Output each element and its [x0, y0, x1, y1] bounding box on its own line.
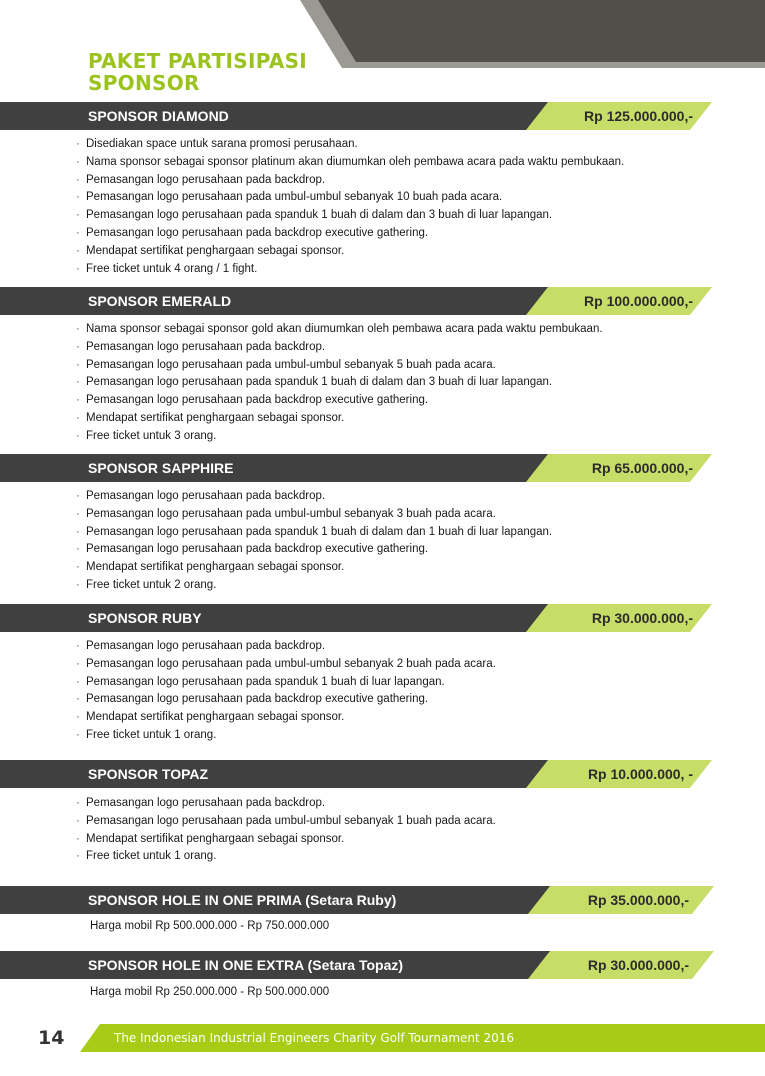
benefit-list	[76, 136, 624, 278]
section-price: Rp 65.000.000,-	[591, 460, 693, 476]
section-price: Rp 35.000.000,-	[587, 892, 689, 908]
list-item: · Pemasangan logo perusahaan pada backdrop.	[76, 173, 326, 186]
section-name: SPONSOR HOLE IN ONE PRIMA (Setara Ruby)	[88, 892, 397, 908]
section-bar	[0, 886, 765, 914]
list-item: · Mendapat sertifikat penghargaan sebagai sponsor.	[76, 711, 345, 724]
sponsor-section-diamond	[0, 102, 765, 275]
section-price: Rp 125.000.000,-	[584, 108, 693, 124]
section-name: SPONSOR DIAMOND	[88, 108, 229, 124]
benefit-list	[76, 638, 496, 745]
section-bar	[0, 604, 765, 632]
list-item: · Pemasangan logo perusahaan pada backdrop.	[76, 797, 326, 809]
list-item: · Pemasangan logo perusahaan pada umbul-umbul sebanyak 3 buah pada acara.	[76, 507, 496, 520]
list-item: · Pemasangan logo perusahaan pada backdrop executive gathering.	[76, 693, 429, 706]
list-item: · Pemasangan logo perusahaan pada backdrop executive gathering.	[76, 226, 429, 239]
hole-in-one-prima-section	[0, 886, 765, 932]
section-price: Rp 30.000.000,-	[587, 957, 689, 973]
title-line-1: PAKET PARTISIPASI	[88, 49, 308, 73]
section-name: SPONSOR TOPAZ	[88, 766, 209, 782]
list-item: · Mendapat sertifikat penghargaan sebagai sponsor.	[76, 244, 345, 257]
list-item: · Pemasangan logo perusahaan pada backdrop.	[76, 490, 326, 502]
list-item: · Pemasangan logo perusahaan pada umbul-umbul sebanyak 2 buah pada acara.	[76, 657, 496, 670]
price-note: Harga mobil Rp 250.000.000 - Rp 500.000.000	[90, 986, 330, 998]
list-item: · Free ticket untuk 4 orang / 1 fight.	[76, 262, 258, 275]
page-title	[88, 50, 307, 94]
list-item: · Mendapat sertifikat penghargaan sebagai sponsor.	[76, 411, 345, 424]
section-bar	[0, 102, 765, 130]
title-line-2: SPONSOR	[88, 71, 200, 95]
benefit-list	[76, 488, 552, 595]
list-item: · Pemasangan logo perusahaan pada backdrop.	[76, 340, 326, 353]
section-bar	[0, 454, 765, 482]
list-item: · Mendapat sertifikat penghargaan sebagai sponsor.	[76, 561, 345, 574]
list-item: · Disediakan space untuk sarana promosi perusahaan.	[76, 138, 358, 150]
section-price: Rp 100.000.000,-	[584, 293, 693, 309]
section-price: Rp 30.000.000,-	[591, 610, 693, 626]
benefit-list	[76, 795, 496, 866]
sponsor-section-topaz	[0, 760, 765, 863]
sponsor-section-emerald	[0, 287, 765, 442]
list-item: · Free ticket untuk 3 orang.	[76, 429, 217, 442]
price-note: Harga mobil Rp 500.000.000 - Rp 750.000.000	[90, 920, 330, 932]
list-item: · Pemasangan logo perusahaan pada spanduk 1 buah di dalam dan 3 buah di luar lapangan.	[76, 209, 553, 222]
list-item: · Free ticket untuk 1 orang.	[76, 850, 217, 863]
sponsor-section-ruby	[0, 604, 765, 741]
list-item: · Pemasangan logo perusahaan pada spanduk 1 buah di luar lapangan.	[76, 675, 445, 688]
section-bar	[0, 287, 765, 315]
list-item: · Free ticket untuk 2 orang.	[76, 578, 217, 591]
section-name: SPONSOR SAPPHIRE	[88, 460, 234, 476]
benefit-list	[76, 321, 603, 446]
hole-in-one-extra-section	[0, 951, 765, 998]
list-item: · Pemasangan logo perusahaan pada umbul-umbul sebanyak 10 buah pada acara.	[76, 191, 503, 204]
section-name: SPONSOR EMERALD	[88, 293, 232, 309]
list-item: · Free ticket untuk 1 orang.	[76, 728, 217, 741]
section-bar	[0, 760, 765, 788]
sponsor-section-sapphire	[0, 454, 765, 591]
list-item: · Nama sponsor sebagai sponsor gold akan diumumkan oleh pembawa acara pada waktu pembukaan.	[76, 323, 603, 335]
list-item: · Pemasangan logo perusahaan pada umbul-umbul sebanyak 1 buah pada acara.	[76, 814, 496, 827]
page-number: 14	[38, 1027, 65, 1049]
list-item: · Pemasangan logo perusahaan pada spanduk 1 buah di dalam dan 3 buah di luar lapangan.	[76, 376, 553, 389]
list-item: · Mendapat sertifikat penghargaan sebagai sponsor.	[76, 832, 345, 845]
section-name: SPONSOR RUBY	[88, 610, 202, 626]
footer-text: The Indonesian Industrial Engineers Charity Golf Tournament 2016	[114, 1031, 515, 1045]
section-price: Rp 10.000.000, -	[587, 766, 693, 782]
list-item: · Pemasangan logo perusahaan pada backdrop executive gathering.	[76, 394, 429, 407]
section-bar	[0, 951, 765, 979]
list-item: · Nama sponsor sebagai sponsor platinum akan diumumkan oleh pembawa acara pada waktu pembukaan.	[76, 155, 625, 168]
list-item: · Pemasangan logo perusahaan pada spanduk 1 buah di dalam dan 1 buah di luar lapangan.	[76, 525, 553, 538]
section-name: SPONSOR HOLE IN ONE EXTRA (Setara Topaz)	[88, 957, 404, 973]
list-item: · Pemasangan logo perusahaan pada backdrop.	[76, 640, 326, 652]
list-item: · Pemasangan logo perusahaan pada umbul-umbul sebanyak 5 buah pada acara.	[76, 358, 496, 371]
list-item: · Pemasangan logo perusahaan pada backdrop executive gathering.	[76, 543, 429, 556]
